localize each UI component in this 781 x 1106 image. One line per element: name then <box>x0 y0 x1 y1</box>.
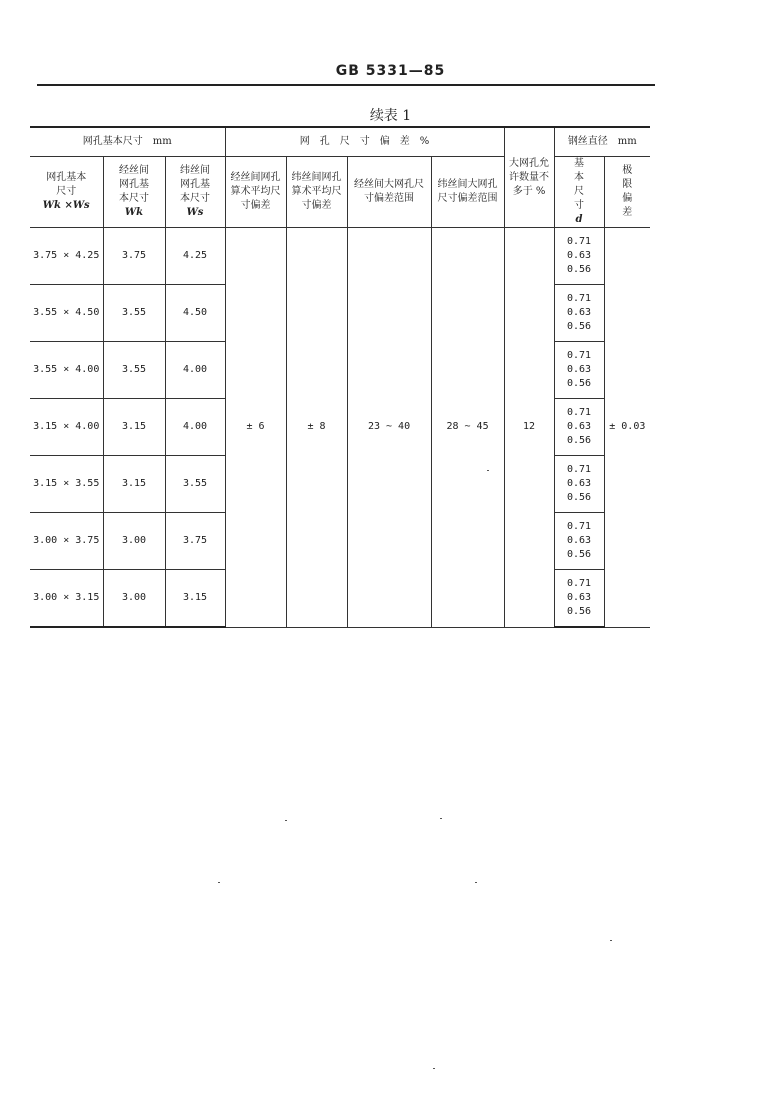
col-warp-symbol: Wk <box>124 207 144 218</box>
cell-size: 3.55 × 4.00 <box>30 342 103 399</box>
col-large-count-label: 大网孔允许数量不多于 % <box>509 157 550 197</box>
cell-warp: 3.55 <box>103 342 165 399</box>
dia-value: 0.63 <box>567 592 592 603</box>
scan-speck <box>440 818 442 819</box>
dia-value: 0.71 <box>567 521 592 532</box>
col-tol: 极 限 偏 差 <box>604 157 650 228</box>
cell-size: 3.00 × 3.75 <box>30 513 103 570</box>
cell-dia <box>554 570 604 628</box>
cell-dia <box>554 228 604 285</box>
col-warp-label: 经丝间网孔基本尺寸 <box>119 165 149 204</box>
cell-warp: 3.15 <box>103 399 165 456</box>
dia-value: 0.71 <box>567 350 592 361</box>
cell-size: 3.55 × 4.50 <box>30 285 103 342</box>
cell-warp-mean-dev: ± 6 <box>225 228 286 628</box>
cell-large-count: 12 <box>504 228 554 628</box>
col-basic <box>30 157 103 228</box>
standard-number: GB 5331—85 <box>335 63 446 79</box>
col-weft-mean: 纬丝间网孔算术平均尺寸偏差 <box>286 157 347 228</box>
group-basic-size: 网孔基本尺寸 mm <box>30 127 225 157</box>
dia-value: 0.63 <box>567 421 592 432</box>
scan-speck <box>285 820 287 821</box>
cell-weft: 3.15 <box>165 570 225 628</box>
cell-dia <box>554 456 604 513</box>
cell-dia <box>554 513 604 570</box>
spec-table <box>30 126 650 628</box>
col-warp <box>103 157 165 228</box>
dia-value: 0.71 <box>567 236 592 247</box>
cell-warp: 3.75 <box>103 228 165 285</box>
cell-size: 3.75 × 4.25 <box>30 228 103 285</box>
cell-weft: 4.00 <box>165 342 225 399</box>
scan-speck <box>610 940 612 941</box>
cell-weft-mean-dev: ± 8 <box>286 228 347 628</box>
cell-weft: 3.75 <box>165 513 225 570</box>
table-caption: 续表 1 <box>369 108 412 124</box>
dia-value: 0.71 <box>567 293 592 304</box>
cell-tolerance: ± 0.03 <box>604 228 650 628</box>
cell-warp: 3.55 <box>103 285 165 342</box>
dia-value: 0.56 <box>567 492 592 503</box>
col-weft-symbol: Ws <box>186 207 204 218</box>
cell-dia <box>554 399 604 456</box>
dia-value: 0.56 <box>567 264 592 275</box>
scan-speck <box>218 882 220 883</box>
dia-value: 0.63 <box>567 250 592 261</box>
dia-value: 0.63 <box>567 364 592 375</box>
group-deviation: 网 孔 尺 寸 偏 差 % <box>225 127 504 157</box>
header-row-columns <box>30 157 650 228</box>
col-warp-large: 经丝间大网孔尺寸偏差范围 <box>347 157 431 228</box>
col-basic-label: 网孔基本尺寸 <box>46 172 87 197</box>
cell-warp: 3.00 <box>103 570 165 628</box>
dia-value: 0.56 <box>567 606 592 617</box>
col-weft <box>165 157 225 228</box>
cell-warp: 3.00 <box>103 513 165 570</box>
cell-weft: 3.55 <box>165 456 225 513</box>
header-rule <box>37 84 655 86</box>
cell-dia <box>554 342 604 399</box>
col-weft-label: 纬丝间网孔基本尺寸 <box>180 165 211 204</box>
dia-value: 0.71 <box>567 578 592 589</box>
scan-speck <box>475 882 477 883</box>
dia-value: 0.56 <box>567 435 592 446</box>
dia-value: 0.71 <box>567 407 592 418</box>
cell-size: 3.15 × 3.55 <box>30 456 103 513</box>
dia-value: 0.63 <box>567 478 592 489</box>
header-row-group <box>30 127 650 157</box>
col-dia-symbol: d <box>575 214 583 225</box>
col-basic-symbol: Wk ×Ws <box>42 200 90 211</box>
cell-dia <box>554 285 604 342</box>
dia-value: 0.56 <box>567 378 592 389</box>
dia-value: 0.63 <box>567 307 592 318</box>
table-row <box>30 228 650 285</box>
col-warp-mean: 经丝间网孔算术平均尺寸偏差 <box>225 157 286 228</box>
scan-speck <box>487 470 489 471</box>
group-wire: 钢丝直径 mm <box>554 127 650 157</box>
dia-value: 0.71 <box>567 464 592 475</box>
cell-weft: 4.50 <box>165 285 225 342</box>
col-dia-label: 基 本 尺 寸 <box>574 158 585 211</box>
dia-value: 0.63 <box>567 535 592 546</box>
col-large-count <box>504 127 554 228</box>
cell-weft: 4.00 <box>165 399 225 456</box>
col-weft-large: 纬丝间大网孔尺寸偏差范围 <box>431 157 504 228</box>
dia-value: 0.56 <box>567 549 592 560</box>
cell-weft-large-range: 28 ~ 45 <box>431 228 504 628</box>
cell-warp: 3.15 <box>103 456 165 513</box>
cell-warp-large-range: 23 ~ 40 <box>347 228 431 628</box>
cell-size: 3.00 × 3.15 <box>30 570 103 628</box>
cell-weft: 4.25 <box>165 228 225 285</box>
scan-speck <box>433 1068 435 1069</box>
col-dia <box>554 157 604 228</box>
cell-size: 3.15 × 4.00 <box>30 399 103 456</box>
dia-value: 0.56 <box>567 321 592 332</box>
